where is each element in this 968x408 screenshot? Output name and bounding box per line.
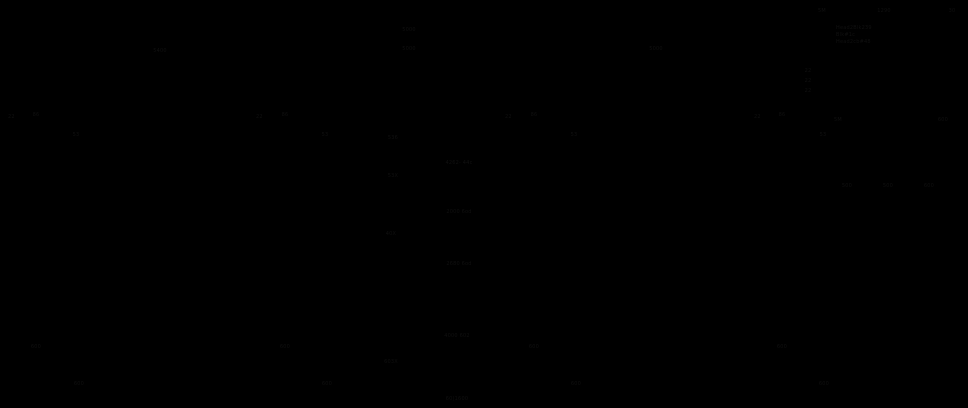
canvas-label: 5400	[153, 48, 167, 54]
canvas-label: 5000	[402, 46, 416, 52]
canvas-label: 2000 6od	[446, 209, 472, 215]
canvas-label: 53	[570, 132, 578, 138]
canvas-label: 22	[804, 78, 812, 84]
canvas-label: 600	[818, 381, 830, 387]
canvas-label: 1290	[877, 8, 891, 14]
canvas-label: 600	[937, 117, 949, 123]
canvas-label: 22	[8, 114, 15, 120]
canvas-label: 86	[32, 112, 40, 118]
canvas-label: 22	[256, 114, 263, 120]
canvas-label: 600	[776, 344, 788, 350]
canvas-label: 5000	[649, 46, 663, 52]
canvas-label: 600	[73, 381, 85, 387]
canvas-label: 22	[804, 68, 812, 74]
canvas-label: 5000	[402, 27, 416, 33]
canvas-label: 86	[530, 112, 538, 118]
canvas-label: 600	[528, 344, 540, 350]
canvas-label: 53	[72, 132, 80, 138]
canvas-label: Blk#1c	[836, 32, 856, 38]
canvas-label: 86	[778, 112, 786, 118]
canvas-label: Head2Blk239	[836, 25, 872, 31]
canvas-label: 22	[804, 88, 812, 94]
canvas-label: 86	[281, 112, 289, 118]
canvas-label: 600	[30, 344, 42, 350]
canvas-label: 2680 6od	[446, 261, 472, 267]
canvas-label: Head2cb#48	[836, 39, 871, 45]
canvas-label: 4262- 44c	[445, 160, 473, 166]
canvas-label: 53	[819, 132, 827, 138]
canvas-label: 600	[923, 183, 935, 189]
canvas-label: 60(1600	[445, 396, 469, 402]
canvas-label: 600	[570, 381, 582, 387]
canvas-label: 600	[279, 344, 291, 350]
canvas-label: 22	[754, 114, 761, 120]
canvas-label: 500	[841, 183, 853, 189]
canvas-label: 600	[321, 381, 333, 387]
canvas-label: 603X	[384, 359, 398, 365]
canvas-label: 500	[882, 183, 894, 189]
canvas-label: 30	[948, 8, 956, 14]
canvas-label: 53X	[387, 173, 399, 179]
canvas-label: 4000 602	[444, 333, 470, 339]
canvas-label: 53	[321, 132, 329, 138]
canvas-label: 536	[387, 135, 399, 141]
canvas-label: 22	[505, 114, 512, 120]
canvas-label: 5M	[818, 8, 826, 14]
canvas-label: 40X	[385, 231, 397, 237]
canvas-label: 5M	[834, 117, 842, 123]
